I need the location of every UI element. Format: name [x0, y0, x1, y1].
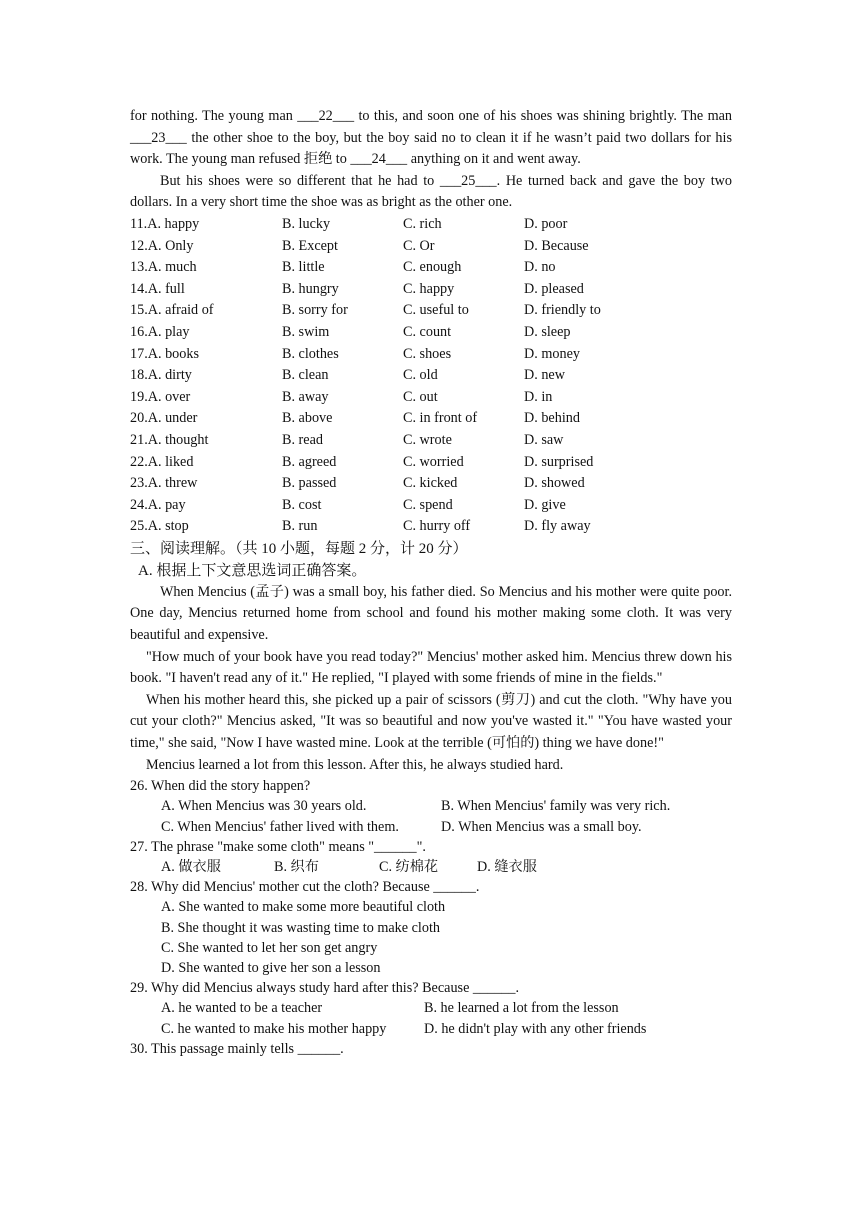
- option-d: D. surprised: [524, 453, 594, 470]
- option-a: A. 做衣服: [161, 859, 221, 876]
- option-d: D. saw: [524, 431, 564, 448]
- option-row: [130, 279, 732, 301]
- option-a: 14.A. full: [130, 280, 185, 297]
- option-d: D. poor: [524, 215, 568, 232]
- option-b: B. away: [282, 388, 329, 405]
- option-b: B. above: [282, 410, 333, 427]
- option-b: B. cost: [282, 496, 322, 513]
- option-c: C. worried: [403, 453, 464, 470]
- question-29-options-row-2: [161, 1019, 732, 1039]
- option-b: B. hungry: [282, 280, 339, 297]
- option-d: D. showed: [524, 475, 585, 492]
- option-a: A. he wanted to be a teacher: [161, 1000, 323, 1017]
- option-a: 16.A. play: [130, 323, 190, 340]
- option-a: 24.A. pay: [130, 496, 186, 513]
- option-a: 12.A. Only: [130, 237, 194, 254]
- reading-paragraph-4: Mencius learned a lot from this lesson. After this, he always studied hard.: [146, 756, 564, 773]
- option-row: [130, 365, 732, 387]
- option-row: [130, 344, 732, 366]
- option-row: [130, 214, 732, 236]
- option-b: B. When Mencius' family was very rich.: [441, 798, 671, 815]
- option-b: B. She thought it was wasting time to make cloth: [161, 919, 440, 936]
- option-c: C. in front of: [403, 410, 478, 427]
- option-row: [130, 430, 732, 452]
- option-row: [130, 408, 732, 430]
- cloze-options-list: [130, 214, 732, 538]
- option-d: D. sleep: [524, 323, 571, 340]
- option-a: 22.A. liked: [130, 453, 194, 470]
- option-d: D. fly away: [524, 518, 591, 535]
- option-c: C. out: [403, 388, 438, 405]
- section-title: 三、阅读理解。（共 10 小题，每题 2 分，计 20 分）: [130, 540, 468, 557]
- option-c: C. spend: [403, 496, 453, 513]
- option-b: B. lucky: [282, 215, 331, 232]
- option-b: B. clothes: [282, 345, 339, 362]
- option-a: 20.A. under: [130, 410, 198, 427]
- cloze-passage-paragraph-2: But his shoes were so different that he had to ___25___. He turned back and gave the boy two dollars. In a very short time the shoe was as bright as the other one.: [130, 172, 732, 211]
- option-row: [130, 387, 732, 409]
- option-d: D. no: [524, 259, 556, 276]
- question-28-stem: 28. Why did Mencius' mother cut the cloth? Because ______.: [130, 879, 480, 896]
- option-b: B. Except: [282, 237, 338, 254]
- option-c: C. rich: [403, 215, 442, 232]
- option-d: D. When Mencius was a small boy.: [441, 818, 642, 835]
- option-c: C. shoes: [403, 345, 452, 362]
- option-row: [130, 473, 732, 495]
- option-b: B. swim: [282, 323, 330, 340]
- option-c: C. old: [403, 367, 438, 384]
- option-d: D. behind: [524, 410, 580, 427]
- option-a: 15.A. afraid of: [130, 302, 214, 319]
- option-c: C. 纺棉花: [379, 859, 439, 876]
- question-27-stem: 27. The phrase "make some cloth" means "______".: [130, 838, 426, 855]
- option-row: [130, 452, 732, 474]
- option-a: 19.A. over: [130, 388, 191, 405]
- option-d: D. She wanted to give her son a lesson: [161, 960, 381, 977]
- option-c: C. enough: [403, 259, 462, 276]
- question-29-stem: 29. Why did Mencius always study hard after this? Because ______.: [130, 980, 520, 997]
- option-row: [130, 257, 732, 279]
- option-d: D. pleased: [524, 280, 584, 297]
- option-d: D. new: [524, 367, 565, 384]
- option-d: D. money: [524, 345, 580, 362]
- option-a: A. When Mencius was 30 years old.: [161, 798, 367, 815]
- option-a: 17.A. books: [130, 345, 199, 362]
- option-b: B. clean: [282, 367, 329, 384]
- option-c: C. hurry off: [403, 518, 471, 535]
- reading-paragraph-2: "How much of your book have you read today?" Mencius' mother asked him. Mencius threw down his book. "I haven't read any of it." He replied, "I played with some friends of mine in the fields.": [130, 648, 732, 687]
- option-row: [130, 516, 732, 538]
- section-subtitle: A. 根据上下文意思选词正确答案。: [138, 562, 367, 579]
- option-d: D. he didn't play with any other friends: [424, 1020, 647, 1037]
- cloze-passage-paragraph-1: for nothing. The young man ___22___ to this, and soon one of his shoes was shining brightly. The man ___23___ the other shoe to the boy, but the boy said no to clean it if he wasn’t paid two dollars for his work. The young man refused 拒绝 to ___24___ anything on it and went away.: [130, 108, 732, 168]
- option-b: B. read: [282, 431, 323, 448]
- option-c: C. Or: [403, 237, 435, 254]
- question-26-options-row-2: [161, 817, 732, 837]
- question-29-options-row-1: [161, 998, 732, 1018]
- option-c: C. She wanted to let her son get angry: [161, 939, 378, 956]
- option-b: B. passed: [282, 475, 337, 492]
- question-27-options-row: [161, 857, 732, 877]
- reading-paragraph-3: When his mother heard this, she picked up a pair of scissors (剪刀) and cut the cloth. "Why have you cut your cloth?" Mencius asked, "It was so beautiful and now you've wasted it." "You have wasted your time," she said, "Now I have wasted mine. Look at the terrible (可怕的) thing we have done!": [130, 691, 732, 752]
- option-a: 11.A. happy: [130, 215, 200, 232]
- option-row: [130, 300, 732, 322]
- option-a: 13.A. much: [130, 259, 197, 276]
- reading-paragraph-1: When Mencius (孟子) was a small boy, his father died. So Mencius and his mother were quite poor. One day, Mencius returned home from school and found his mother making some cloth. It was very beautiful and expensive.: [130, 583, 732, 644]
- option-d: D. give: [524, 496, 566, 513]
- option-a: A. She wanted to make some more beautiful cloth: [161, 899, 446, 916]
- option-b: B. run: [282, 518, 318, 535]
- option-b: B. little: [282, 259, 325, 276]
- option-a: 21.A. thought: [130, 431, 209, 448]
- option-row: [130, 495, 732, 517]
- option-d: D. in: [524, 388, 553, 405]
- option-b: B. he learned a lot from the lesson: [424, 1000, 619, 1017]
- option-row: [130, 322, 732, 344]
- option-d: D. friendly to: [524, 302, 601, 319]
- option-c: C. When Mencius' father lived with them.: [161, 818, 399, 835]
- option-d: D. Because: [524, 237, 589, 254]
- option-c: C. wrote: [403, 431, 452, 448]
- question-26-stem: 26. When did the story happen?: [130, 778, 311, 795]
- question-30-stem: 30. This passage mainly tells ______.: [130, 1040, 344, 1057]
- option-c: C. count: [403, 323, 452, 340]
- option-a: 23.A. threw: [130, 475, 198, 492]
- exam-page: [130, 106, 732, 1059]
- question-26-options-row-1: [161, 796, 732, 816]
- option-c: C. kicked: [403, 475, 458, 492]
- option-c: C. he wanted to make his mother happy: [161, 1020, 387, 1037]
- option-b: B. sorry for: [282, 302, 348, 319]
- option-b: B. agreed: [282, 453, 337, 470]
- option-a: 25.A. stop: [130, 518, 189, 535]
- option-c: C. useful to: [403, 302, 469, 319]
- option-b: B. 织布: [274, 859, 319, 876]
- option-d: D. 缝衣服: [477, 859, 537, 876]
- option-c: C. happy: [403, 280, 455, 297]
- option-a: 18.A. dirty: [130, 367, 192, 384]
- option-row: [130, 236, 732, 258]
